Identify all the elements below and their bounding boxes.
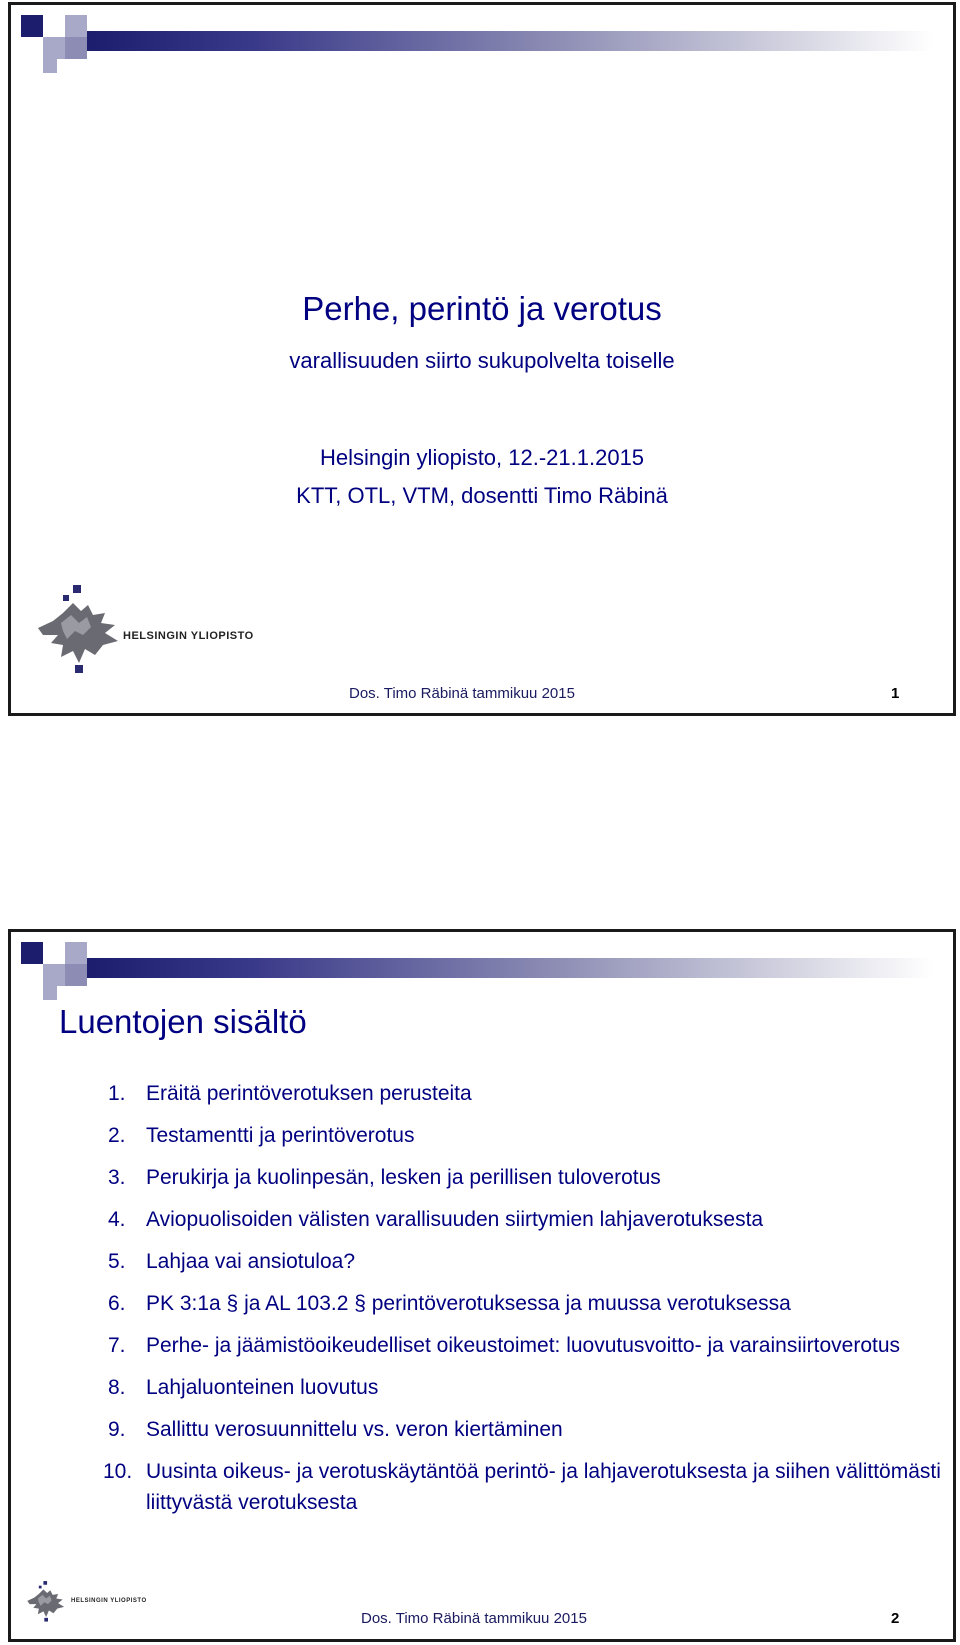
slide-subtitle: varallisuuden siirto sukupolvelta toiselle [289, 348, 675, 373]
slide-footer: Dos. Timo Räbinä tammikuu 2015 [361, 1610, 587, 1627]
item-text: Eräitä perintöverotuksen perusteita [146, 1082, 472, 1105]
list-item [81, 1204, 941, 1235]
item-number: 3. [108, 1166, 126, 1189]
list-item [81, 1078, 941, 1109]
item-number: 10. [103, 1460, 133, 1483]
header-decoration [21, 15, 951, 75]
item-text: Lahjaa vai ansiotuloa? [146, 1250, 355, 1273]
item-text: Perukirja ja kuolinpesän, lesken ja perillisen tuloverotus [146, 1166, 661, 1189]
item-number: 6. [108, 1292, 126, 1315]
item-number: 1. [108, 1082, 126, 1105]
item-number: 2. [108, 1124, 126, 1147]
slide-title: Luentojen sisältö [59, 1003, 307, 1040]
item-number: 5. [108, 1250, 126, 1273]
item-text: Perhe- ja jäämistöoikeudelliset oikeustoimet: luovutusvoitto- ja varainsiirtoverotus [146, 1334, 901, 1357]
list-item [81, 1372, 941, 1403]
list-item [81, 1456, 941, 1518]
university-logo-icon [33, 583, 133, 678]
list-item [81, 1246, 941, 1277]
list-item [81, 1414, 941, 1445]
slide-1 [8, 2, 956, 716]
item-text: PK 3:1a § ja AL 103.2 § perintöverotuksessa ja muussa verotuksessa [146, 1292, 791, 1315]
item-number: 4. [108, 1208, 126, 1231]
item-number: 8. [108, 1376, 126, 1399]
header-decoration [21, 942, 951, 1002]
page-number: 2 [891, 1610, 900, 1627]
list-item [81, 1120, 941, 1151]
item-number: 7. [108, 1334, 126, 1357]
item-text: Lahjaluonteinen luovutus [146, 1376, 379, 1399]
list-item [81, 1330, 941, 1361]
list-item [81, 1288, 941, 1319]
item-text: Aviopuolisoiden välisten varallisuuden siirtymien lahjaverotuksesta [146, 1208, 764, 1231]
item-text: Sallittu verosuunnittelu vs. veron kiertäminen [146, 1418, 563, 1441]
item-number: 9. [108, 1418, 126, 1441]
item-text: Uusinta oikeus- ja verotuskäytäntöä perintö- ja lahjaverotuksesta ja siihen välittömästi liittyvästä verotuksesta [146, 1460, 941, 1514]
page-number: 1 [891, 685, 900, 702]
university-logo-text: HELSINGIN YLIOPISTO [123, 630, 254, 642]
university-logo-text: HELSINGIN YLIOPISTO [71, 1598, 147, 1604]
list-item [81, 1162, 941, 1193]
slide-title: Perhe, perintö ja verotus [302, 290, 662, 327]
event-info: Helsingin yliopisto, 12.-21.1.2015 [319, 445, 645, 470]
slide-footer: Dos. Timo Räbinä tammikuu 2015 [349, 685, 575, 702]
university-logo-icon [25, 1580, 71, 1624]
presenter-info: KTT, OTL, VTM, dosentti Timo Räbinä [296, 483, 668, 508]
table-of-contents [81, 1078, 941, 1529]
item-text: Testamentti ja perintöverotus [146, 1124, 415, 1147]
slide-2 [8, 929, 956, 1642]
